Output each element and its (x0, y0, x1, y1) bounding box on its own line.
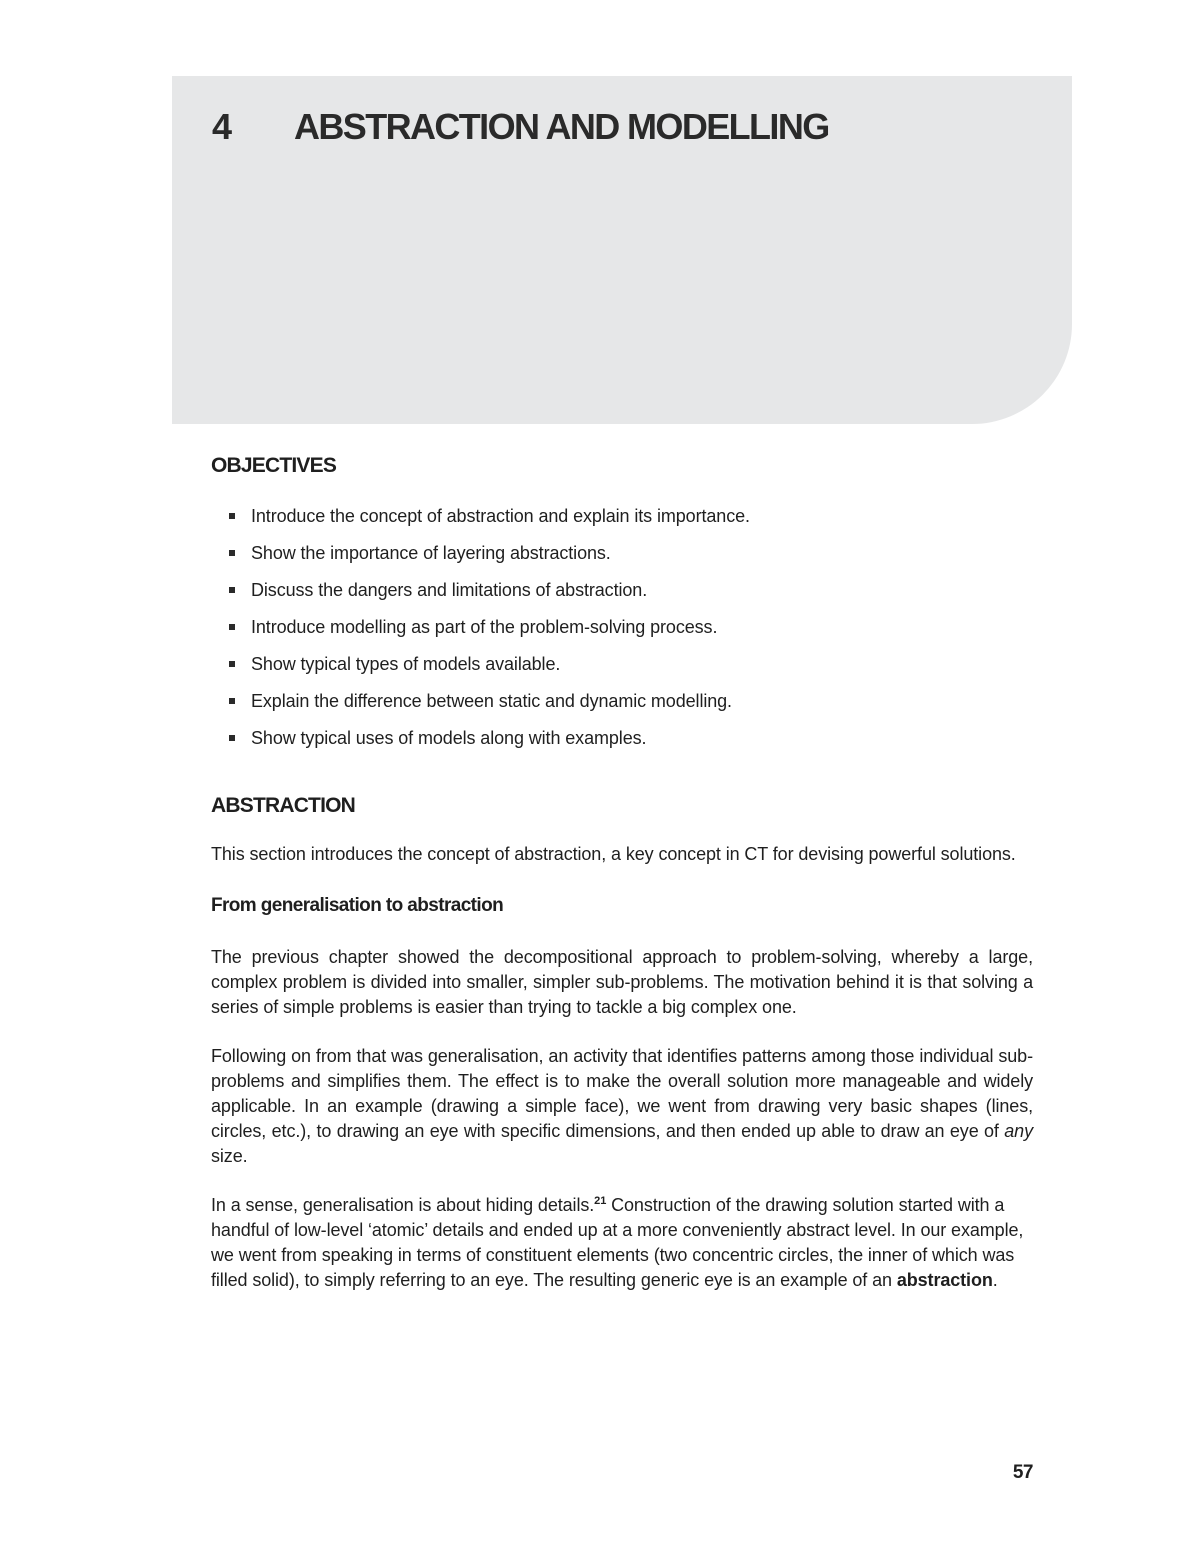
objective-item (229, 726, 1033, 750)
hiding-details-text-middle: Construction of the drawing solution started with a handful of low-level ‘atomic’ details and ended up at a more conveniently abstract level. In our example, we went from speaking in terms of constituent elements (two concentric circles, the inner of which was filled solid), to simply referring to an eye. The resulting generic eye is an example of an (211, 1195, 1024, 1290)
chapter-title-text: ABSTRACTION AND MODELLING (294, 106, 829, 147)
objective-item (229, 615, 1033, 639)
hiding-details-text-end: . (992, 1270, 998, 1290)
decomposition-paragraph: The previous chapter showed the decompositional approach to problem-solving, whereby a large, complex problem is divided into smaller, simpler sub-problems. The motivation behind it is that solving a series of simple problems is easier than trying to tackle a big complex one. (211, 947, 1033, 1017)
generalisation-text: Following on from that was generalisation, an activity that identifies patterns among those individual sub-problems and simplifies them. The effect is to make the overall solution more manageable and widely applicable. In an example (drawing a simple face), we went from drawing very basic shapes (lines, circles, etc.), to drawing an eye with specific dimensions, and then ended up able to draw an eye of (211, 1046, 1033, 1141)
objective-item (229, 689, 1033, 713)
objective-item (229, 541, 1033, 565)
emphasis-any: any (1004, 1121, 1033, 1141)
objective-text: Show the importance of layering abstractions. (251, 543, 611, 563)
objective-text: Introduce modelling as part of the problem-solving process. (251, 617, 718, 637)
square-bullet-icon (229, 587, 235, 593)
objective-text: Show typical uses of models along with examples. (251, 728, 647, 748)
objective-item (229, 504, 1033, 528)
hiding-details-paragraph (211, 1193, 1033, 1293)
square-bullet-icon (229, 550, 235, 556)
square-bullet-icon (229, 661, 235, 667)
abstraction-term: abstraction (896, 1270, 993, 1290)
square-bullet-icon (229, 624, 235, 630)
page-content (211, 452, 1033, 1293)
objective-text: Introduce the concept of abstraction and explain its importance. (251, 506, 750, 526)
chapter-number: 4 (212, 106, 231, 147)
hiding-details-text: In a sense, generalisation is about hiding details. (211, 1195, 595, 1215)
objective-text: Show typical types of models available. (251, 654, 561, 674)
generalisation-paragraph (211, 1044, 1033, 1169)
page-number: 57 (1012, 1462, 1033, 1483)
objective-text: Explain the difference between static and dynamic modelling. (251, 691, 732, 711)
chapter-banner (172, 76, 1072, 424)
square-bullet-icon (229, 698, 235, 704)
square-bullet-icon (229, 735, 235, 741)
objectives-list (229, 504, 1033, 750)
footnote-marker: 21 (594, 1195, 607, 1207)
generalisation-text-end: size. (211, 1146, 248, 1166)
objectives-heading: OBJECTIVES (211, 454, 337, 477)
objective-item (229, 652, 1033, 676)
square-bullet-icon (229, 513, 235, 519)
chapter-title (212, 106, 829, 148)
objective-item (229, 578, 1033, 602)
generalisation-subheading: From generalisation to abstraction (211, 895, 504, 916)
abstraction-intro-paragraph: This section introduces the concept of abstraction, a key concept in CT for devising powerful solutions. (211, 844, 1016, 864)
abstraction-heading: ABSTRACTION (211, 794, 356, 817)
objective-text: Discuss the dangers and limitations of abstraction. (251, 580, 648, 600)
